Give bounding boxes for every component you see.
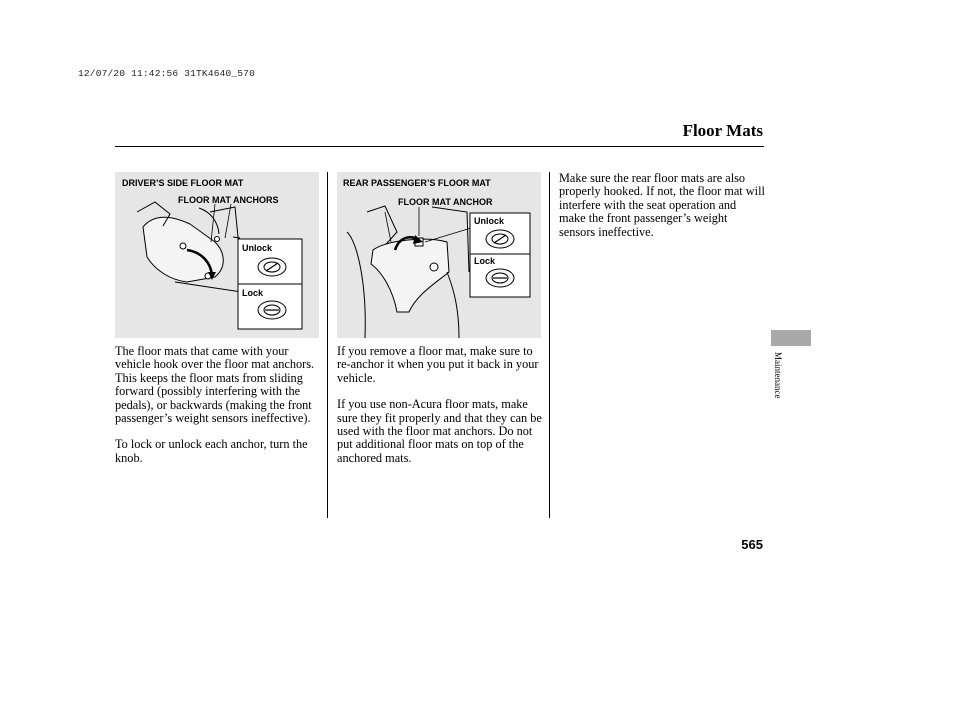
floor-mat-anchor-label: FLOOR MAT ANCHOR <box>398 197 493 207</box>
rear-unlock-label: Unlock <box>474 216 505 226</box>
driver-figure-caption: DRIVER’S SIDE FLOOR MAT <box>122 178 244 188</box>
section-tab-label: Maintenance <box>773 352 783 399</box>
driver-unlock-label: Unlock <box>242 243 273 253</box>
print-stamp: 12/07/20 11:42:56 31TK4640_570 <box>78 68 256 79</box>
page-title: Floor Mats <box>682 121 763 140</box>
page-number: 565 <box>741 537 763 552</box>
column-1-paragraph-1: The floor mats that came with your vehicle hook over the floor mat anchors. This keeps the floor mats from sliding forward (possibly interfering with the pedals), or backwards (making the front passenger’s weight sensors ineffective). <box>115 344 315 426</box>
column-divider-1 <box>327 172 328 518</box>
column-3-text <box>559 172 765 252</box>
title-rule <box>115 146 764 147</box>
column-divider-2 <box>549 172 550 518</box>
column-1-paragraph-2: To lock or unlock each anchor, turn the knob. <box>115 437 308 465</box>
column-1-text <box>115 345 320 478</box>
column-2-paragraph-2: If you use non-Acura floor mats, make sure they fit properly and that they can be used with the floor mat anchors. Do not put additional floor mats on top of the anchored mats. <box>337 397 542 465</box>
floor-mat-anchors-label: FLOOR MAT ANCHORS <box>178 195 279 205</box>
column-2-text <box>337 345 543 478</box>
column-2-paragraph-1: If you remove a floor mat, make sure to re-anchor it when you put it back in your vehicle. <box>337 344 539 385</box>
section-tab <box>771 330 811 346</box>
rear-floor-mat-figure <box>337 172 541 338</box>
driver-lock-label: Lock <box>242 288 264 298</box>
rear-lock-label: Lock <box>474 256 496 266</box>
rear-figure-caption: REAR PASSENGER’S FLOOR MAT <box>343 178 491 188</box>
column-3-paragraph-1: Make sure the rear floor mats are also properly hooked. If not, the floor mat will interfere with the seat operation and make the front passenger’s weight sensors ineffective. <box>559 171 765 239</box>
driver-floor-mat-figure <box>115 172 319 338</box>
